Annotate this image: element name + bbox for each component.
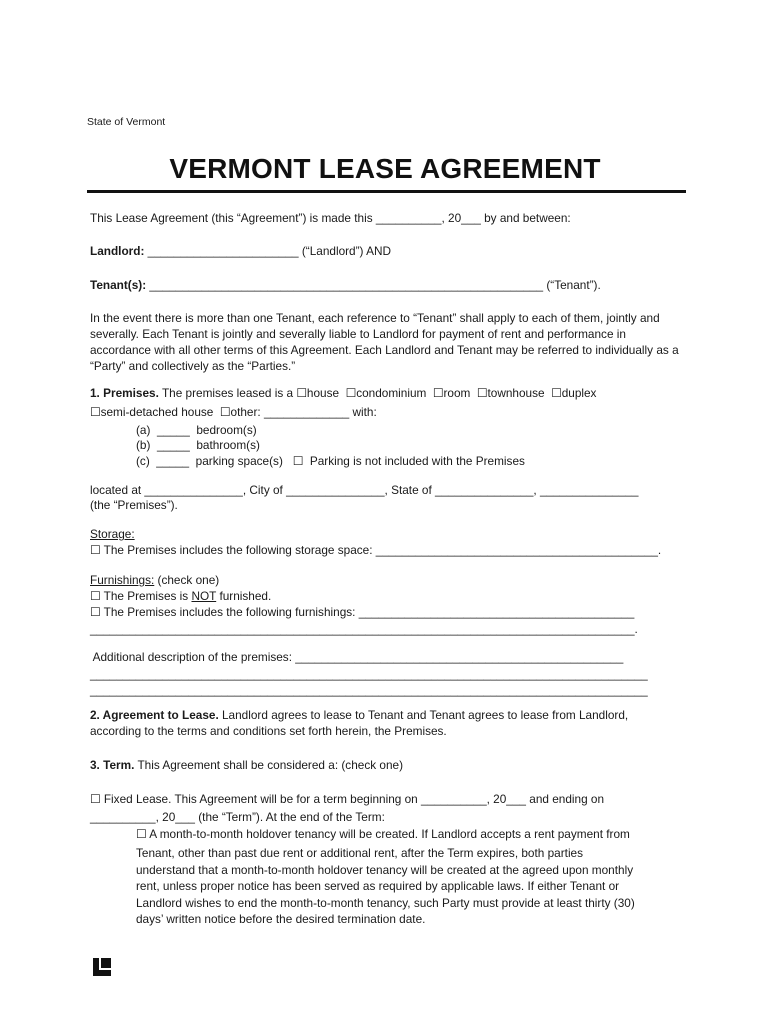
lawdistrict-logo-icon — [92, 957, 112, 977]
furnishings-line — [90, 573, 219, 588]
agreement-heading: 2. Agreement to Lease. — [90, 708, 219, 722]
holdover-line: ☐ A month-to-month holdover tenancy will be created. If Landlord accepts a rent payment from — [136, 827, 630, 841]
fixed-lease-line-2: __________, 20___ (the “Term”). At the end of the Term: — [90, 810, 385, 824]
holdover-line: days’ written notice before the desired termination date. — [136, 912, 426, 926]
term-heading: 3. Term. — [90, 758, 135, 772]
landlord-label: Landlord: — [90, 244, 145, 258]
not-emphasis: NOT — [191, 589, 217, 603]
premises-line-1 — [90, 386, 596, 401]
furnishings-note: (check one) — [154, 573, 220, 587]
title-rule — [87, 190, 686, 193]
intro-line: This Lease Agreement (this “Agreement”) is made this __________, 20___ by and between: — [90, 211, 571, 225]
document-title: VERMONT LEASE AGREEMENT — [169, 153, 601, 184]
state-header: State of Vermont — [87, 116, 166, 128]
premises-line-2: ☐semi-detached house ☐other: _____________ with: — [90, 405, 377, 419]
premises-definition: (the “Premises”). — [90, 498, 178, 512]
multi-tenant-paragraph: In the event there is more than one Tenant, each reference to “Tenant” shall apply to each of them, jointly and severally. Each Tenant is jointly and severally liable to Landlord for payment of rent and performance in accordance with all other terms of this Agreement. Each Landlord and Tenant may be referred to individually as a “Party” and collectively as the “Parties.” — [90, 311, 679, 373]
storage-label: Storage: — [90, 527, 135, 541]
furnished-line-2: ___________________________________________________________________________________. — [90, 622, 638, 636]
landlord-line — [90, 244, 391, 259]
agreement-line-2: according to the terms and conditions set forth herein, the Premises. — [90, 724, 447, 738]
holdover-line: understand that a month-to-month holdover tenancy will be created at the agreed upon monthly — [136, 863, 634, 877]
holdover-line: rent, unless proper notice has been served as required by applicable laws. If either Tenant or — [136, 879, 620, 893]
tenant-field: ____________________________________________________________ (“Tenant”). — [146, 278, 601, 292]
premises-bathrooms: (b) _____ bathroom(s) — [136, 438, 260, 452]
term-line — [90, 758, 403, 773]
agreement-text: Landlord agrees to lease to Tenant and Tenant agrees to lease from Landlord, — [218, 708, 629, 722]
premises-type-options: The premises leased is a ☐house ☐condominium ☐room ☐townhouse ☐duplex — [158, 386, 597, 400]
premises-location: located at _______________, City of _______________, State of _______________, _______________ — [90, 483, 639, 497]
not-furnished-pre: ☐ The Premises is — [90, 589, 192, 603]
premises-bedrooms: (a) _____ bedroom(s) — [136, 423, 257, 437]
holdover-line: Tenant, other than past due rent or additional rent, after the Term expires, both parties — [136, 846, 584, 860]
fixed-lease-line-1: ☐ Fixed Lease. This Agreement will be for a term beginning on __________, 20___ and ending on — [90, 792, 605, 806]
furnishings-label: Furnishings: — [90, 573, 155, 587]
term-text: This Agreement shall be considered a: (check one) — [134, 758, 404, 772]
tenant-label: Tenant(s): — [90, 278, 147, 292]
premises-parking: (c) _____ parking space(s) ☐ Parking is not included with the Premises — [136, 454, 525, 468]
tenant-line — [90, 278, 601, 293]
not-furnished-post: furnished. — [216, 589, 272, 603]
additional-description: Additional description of the premises: __________________________________________________ — [90, 650, 624, 664]
premises-heading: 1. Premises. — [90, 386, 159, 400]
additional-line-3: _____________________________________________________________________________________ — [90, 683, 648, 697]
landlord-field: _______________________ (“Landlord”) AND — [144, 244, 392, 258]
holdover-line: Landlord wishes to end the month-to-month tenancy, such Party must provide at least thirty (30) — [136, 896, 635, 910]
furnished-line: ☐ The Premises includes the following furnishings: __________________________________________ — [90, 605, 635, 619]
additional-line-2: _____________________________________________________________________________________ — [90, 667, 648, 681]
storage-line: ☐ The Premises includes the following storage space: ___________________________________________. — [90, 543, 662, 557]
not-furnished-line — [90, 589, 271, 604]
agreement-line-1 — [90, 708, 628, 723]
